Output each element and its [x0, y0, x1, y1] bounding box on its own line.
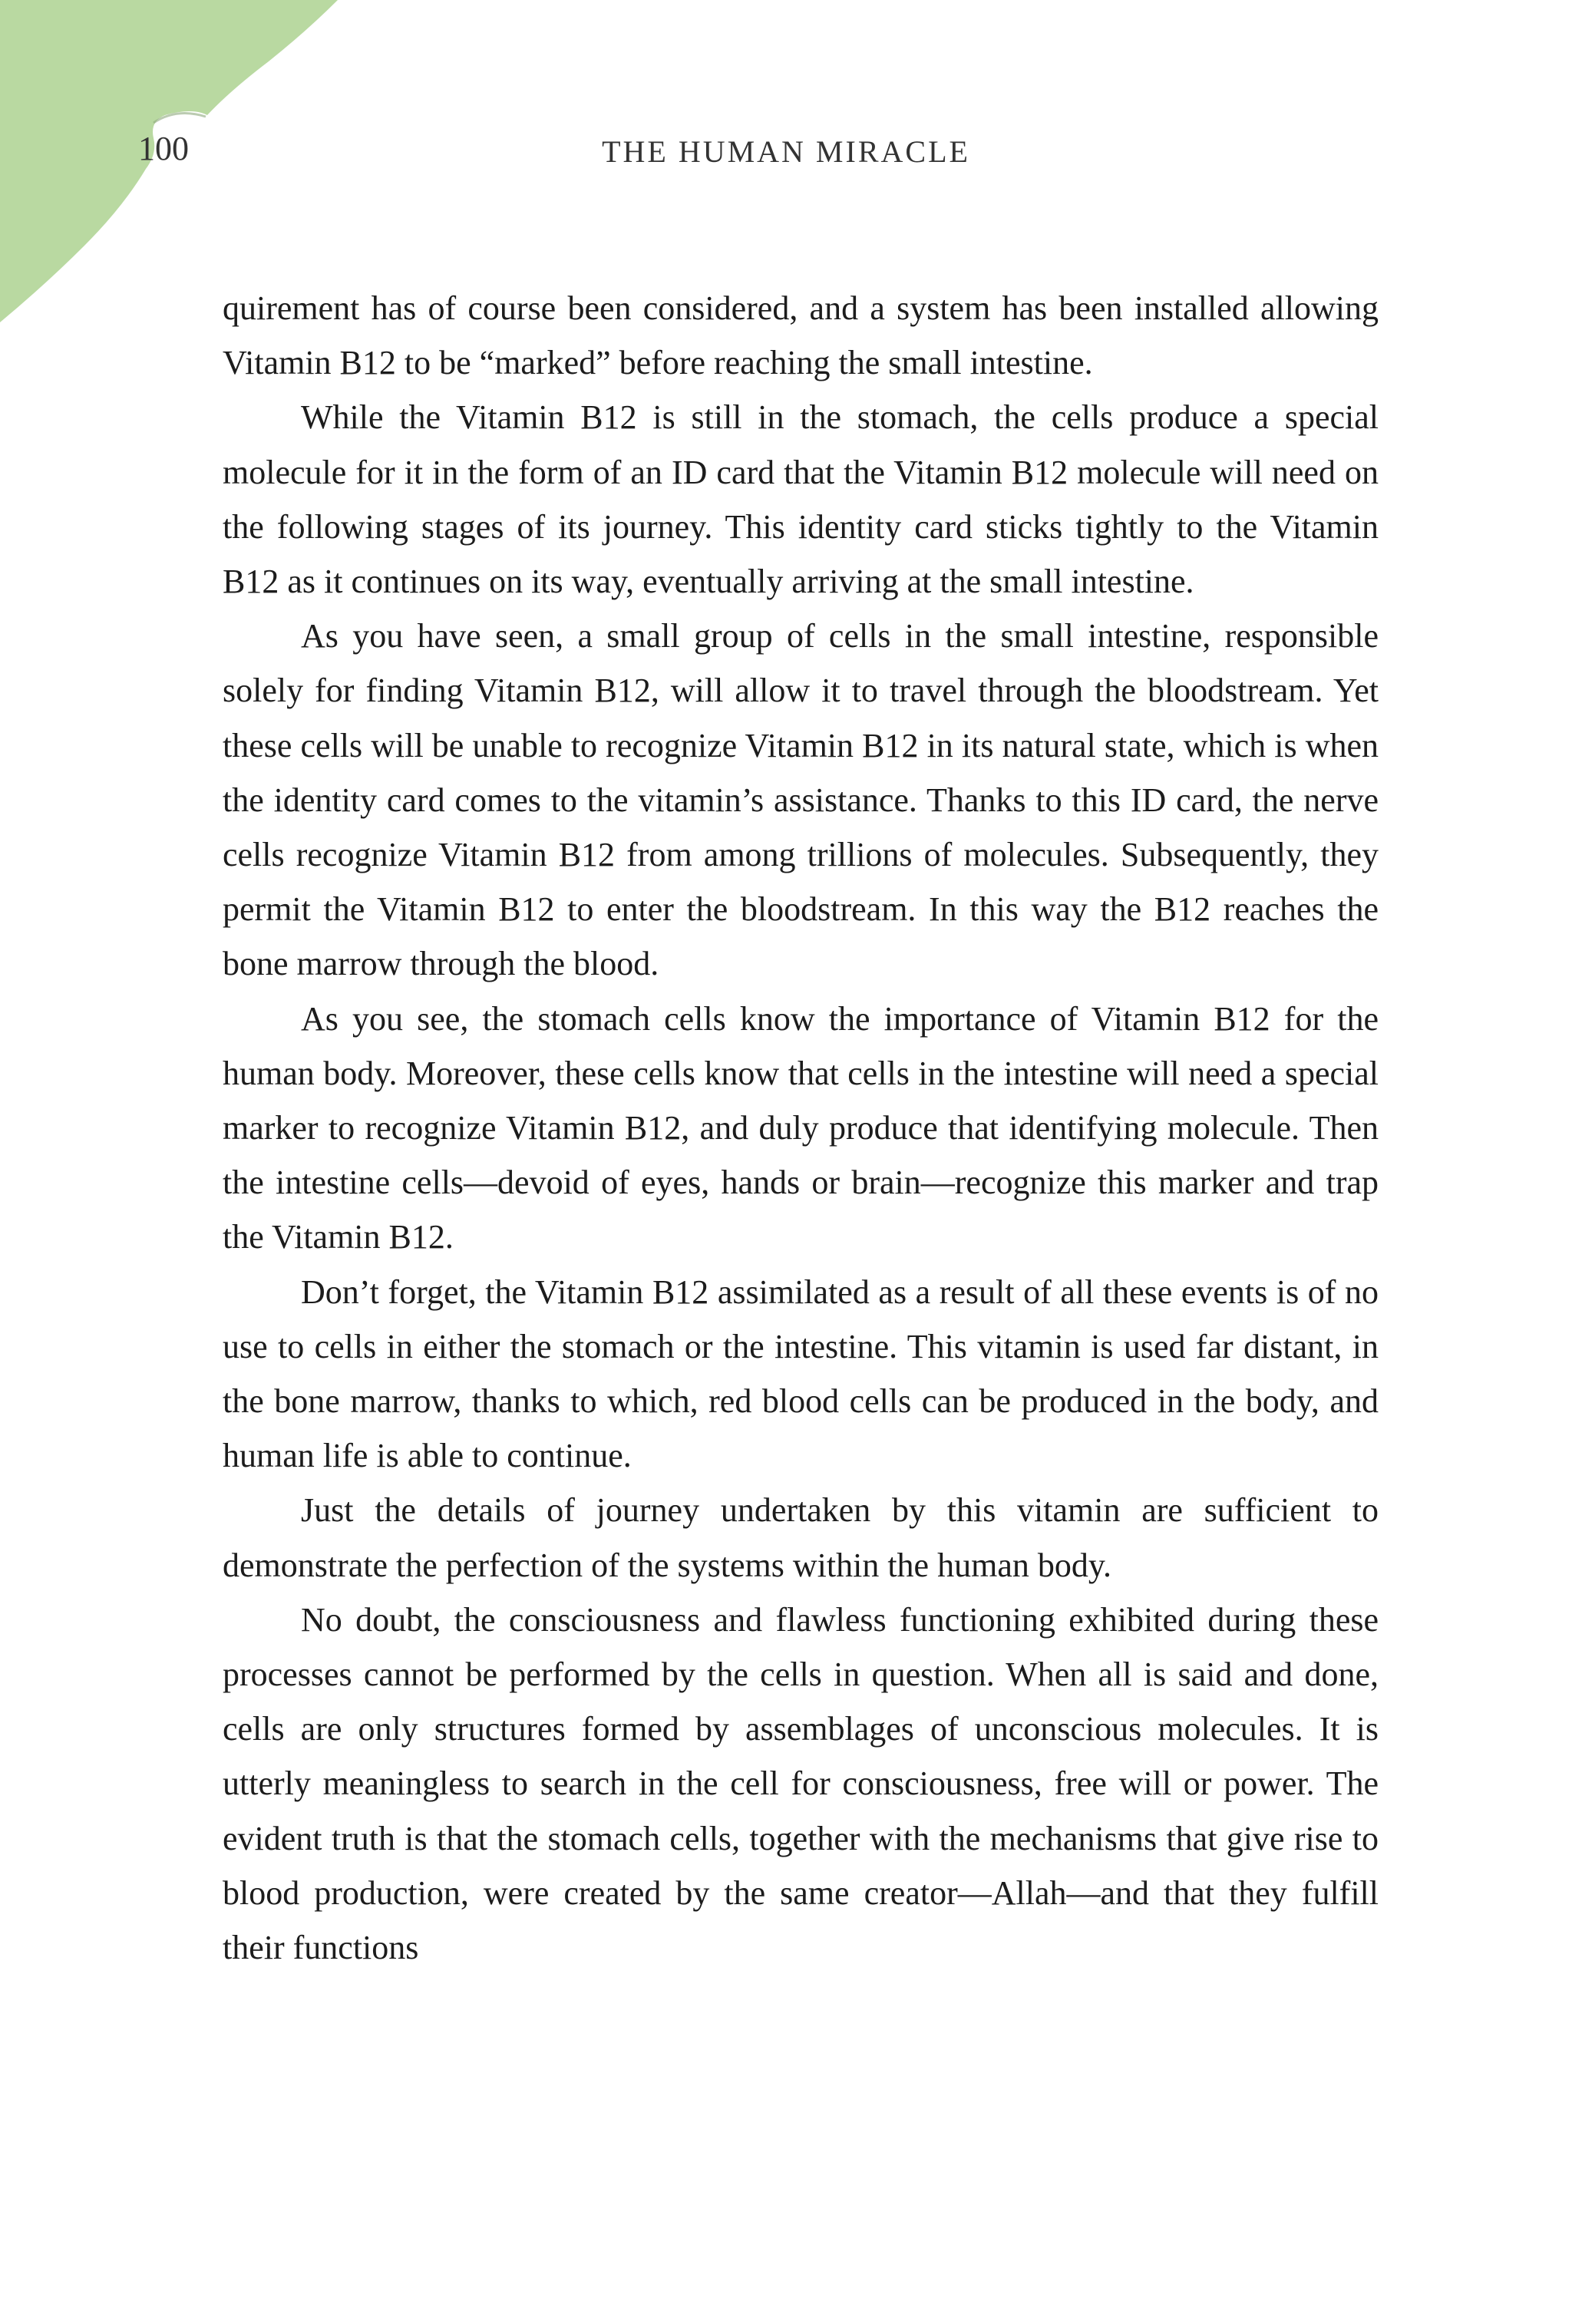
page-number: 100 — [138, 130, 189, 167]
paragraph-1: quirement has of course been considered, and a system has been installed allowing Vitamin B12 to be “marked” before reaching the small intestine. — [223, 289, 1379, 382]
paragraph-3: As you have seen, a small group of cells in the small intestine, responsible solely for finding Vitamin B12, will allow it to travel through the bloodstream. Yet these cells will be unable to recognize Vitamin B12 in its natural state, which is when the identity card comes to the vitamin’s assistance. Thanks to this ID card, the nerve cells recognize Vitamin B12 from among trillions of molecules. Subsequently, they permit the Vitamin B12 to enter the bloodstream. In this way the B12 reaches the bone marrow through the blood. — [223, 617, 1379, 983]
paragraph-7: No doubt, the consciousness and flawless functioning exhibited during these processes cannot be performed by the cells in question. When all is said and done, cells are only structures formed by assemblages of unconscious molecules. It is utterly meaningless to search in the cell for consciousness, free will or power. The evident truth is that the stomach cells, together with the mechanisms that give rise to blood production, were created by the same creator—Allah—and that they fulfill their functions — [223, 1600, 1379, 1967]
paragraph-2: While the Vitamin B12 is still in the stomach, the cells produce a special molecule for it in the form of an ID card that the Vitamin B12 molecule will need on the following stages of its journey. This identity card sticks tightly to the Vitamin B12 as it continues on its way, eventually arriving at the small intestine. — [223, 398, 1379, 601]
paragraph-5: Don’t forget, the Vitamin B12 assimilated as a result of all these events is of no use to cells in either the stomach or the intestine. This vitamin is used far distant, in the bone marrow, thanks to which, red blood cells can be produced in the body, and human life is able to continue. — [223, 1273, 1379, 1475]
body-text — [223, 281, 1379, 1975]
paragraph-6: Just the details of journey undertaken by this vitamin are sufficient to demonstrate the perfection of the systems within the human body. — [223, 1491, 1379, 1584]
paragraph-4: As you see, the stomach cells know the importance of Vitamin B12 for the human body. Moreover, these cells know that cells in the intestine will need a special marker to recognize Vitamin B12, and duly produce that identifying molecule. Then the intestine cells—devoid of eyes, hands or brain—recognize this marker and trap the Vitamin B12. — [223, 999, 1379, 1256]
running-title: THE HUMAN MIRACLE — [602, 134, 970, 169]
